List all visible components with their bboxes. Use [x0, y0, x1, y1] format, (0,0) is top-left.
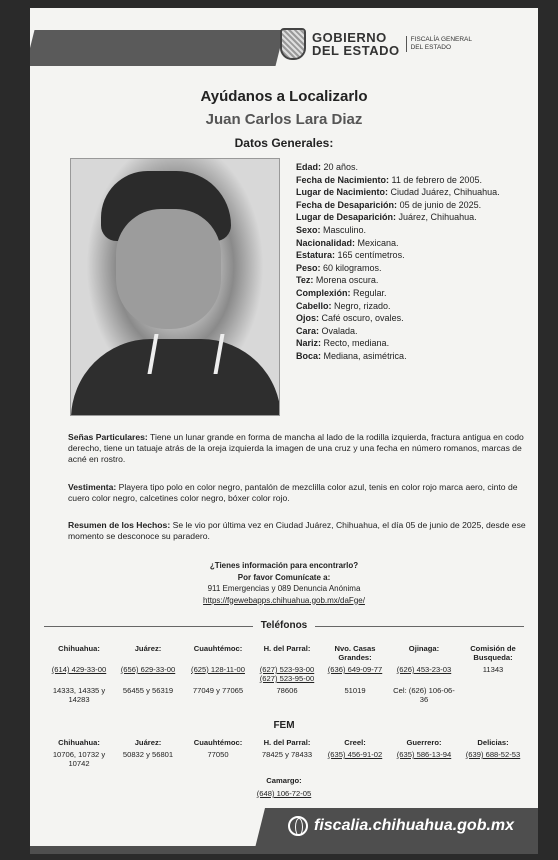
tel-phone[interactable]: (656) 629-33-00: [120, 665, 176, 674]
contact-url-link[interactable]: https://fgewebapps.chihuahua.gob.mx/daFge/: [203, 595, 365, 605]
tel-phone[interactable]: (626) 453-23-03: [396, 665, 452, 674]
tel-header: Cuauhtémoc:: [193, 644, 243, 653]
general-data-heading: Datos Generales:: [234, 136, 334, 150]
contact-question: ¿Tienes información para encontrarlo?: [209, 561, 359, 570]
fem-ext: 78425 y 78433: [261, 750, 313, 759]
fact-estatura: Estatura: 165 centímetros.: [296, 250, 405, 261]
tel-header: Juárez:: [134, 644, 162, 653]
fem-header: Creel:: [344, 738, 366, 747]
tel-phone[interactable]: (627) 523-93-00 (627) 523-95-00: [259, 665, 315, 683]
fiscalia-line2: DEL ESTADO: [410, 44, 452, 51]
camargo-label: Camargo:: [266, 776, 302, 785]
person-name: Juan Carlos Lara Diaz: [205, 111, 363, 128]
tel-ext: 77049 y 77065: [192, 686, 244, 695]
fem-phone[interactable]: (635) 586-13-94: [396, 750, 452, 759]
fiscalia-line1: FISCALÍA GENERAL: [410, 36, 473, 43]
fem-ext: 50832 y 56801: [122, 750, 174, 759]
senas-particulares: Señas Particulares: Tiene un lunar grande en forma de mancha al lado de la rodilla izquierda, fractura antigua en codo derecho, tiene un tatuaje atrás de la oreja izquierda la imagen de una cruz y una fecha en número romanos, marcas de acné en rostro.: [68, 432, 524, 464]
person-photo: [70, 158, 280, 416]
footer-url-block: [288, 816, 514, 836]
fem-ext: 77050: [207, 750, 229, 759]
gobierno-line2: DEL ESTADO: [312, 43, 400, 58]
vestimenta: Vestimenta: Playera tipo polo en color negro, pantalón de mezclilla color azul, tenis en color rojo marca aero, cinto de cuero color negro, calcetines color negro, bóxer color rojo.: [68, 482, 518, 503]
page-title: Ayúdanos a Localizarlo: [200, 88, 368, 105]
tel-ext: 14333, 14335 y 14283: [52, 686, 106, 704]
footer-url[interactable]: fiscalia.chihuahua.gob.mx: [314, 817, 515, 834]
tel-phone[interactable]: (636) 649-09-77: [327, 665, 383, 674]
fact-boca: Boca: Mediana, asimétrica.: [296, 350, 407, 361]
fact-nacionalidad: Nacionalidad: Mexicana.: [296, 237, 399, 248]
government-logo: [280, 28, 472, 60]
tel-phone: 11343: [482, 665, 504, 674]
fem-ext: 10706, 10732 y 10742: [52, 750, 106, 768]
telefonos-table: [44, 644, 528, 704]
tel-ext: 78606: [276, 686, 298, 695]
header-band: [30, 30, 284, 66]
fact-lugar-desaparicion: Lugar de Desaparición: Juárez, Chihuahua.: [296, 212, 477, 223]
tel-ext: Cel: (626) 106-06-36: [393, 686, 455, 704]
tel-header: Nvo. Casas Grandes:: [334, 644, 376, 662]
fem-header: H. del Parral:: [263, 738, 311, 747]
fact-sexo: Sexo: Masculino.: [296, 224, 367, 235]
contact-block: [30, 560, 538, 606]
tel-phone[interactable]: (614) 429-33-00: [51, 665, 107, 674]
tel-phone[interactable]: (625) 128-11-00: [191, 665, 245, 674]
fem-phone[interactable]: (635) 456-91-02: [327, 750, 383, 759]
fact-edad: Edad: 20 años.: [296, 162, 359, 172]
resumen-hechos: Resumen de los Hechos: Se le vio por última vez en Ciudad Juárez, Chihuahua, el día 05 de junio de 2025, desde ese momento se desconoce su paradero.: [68, 520, 526, 541]
tel-ext: 51019: [344, 686, 366, 695]
globe-icon: [288, 816, 308, 836]
fem-header: Chihuahua:: [58, 738, 100, 747]
gobierno-line1: GOBIERNO: [312, 30, 387, 45]
fem-header: Delicias:: [477, 738, 509, 747]
fem-phone[interactable]: (639) 688-52-53: [465, 750, 521, 759]
fem-header: Juárez:: [134, 738, 162, 747]
fact-cara: Cara: Ovalada.: [296, 325, 358, 336]
tel-header: H. del Parral:: [263, 644, 311, 653]
fact-peso: Peso: 60 kilogramos.: [296, 262, 382, 273]
tel-header: Ojinaga:: [408, 644, 440, 653]
tel-ext: [458, 686, 528, 704]
fact-complexion: Complexión: Regular.: [296, 287, 387, 298]
tel-ext: 56455 y 56319: [122, 686, 174, 695]
contact-lines: 911 Emergencias y 089 Denuncia Anónima: [207, 584, 361, 593]
fact-lugar-nacimiento: Lugar de Nacimiento: Ciudad Juárez, Chihuahua.: [296, 187, 500, 198]
camargo-phone[interactable]: (648) 106-72-05: [256, 789, 312, 798]
poster: [30, 8, 538, 854]
fact-fecha-nacimiento: Fecha de Nacimiento: 11 de febrero de 2005.: [296, 174, 482, 185]
camargo-block: [30, 776, 538, 798]
fem-heading: FEM: [273, 720, 295, 731]
fem-header: Guerrero:: [406, 738, 442, 747]
state-shield-icon: [280, 28, 306, 60]
fact-fecha-desaparicion: Fecha de Desaparición: 05 de junio de 2025.: [296, 199, 482, 210]
fact-ojos: Ojos: Café oscuro, ovales.: [296, 313, 404, 324]
tel-header: Comisión de Busqueda:: [470, 644, 516, 662]
telefonos-heading: Teléfonos: [30, 620, 538, 631]
facts-list: [296, 161, 532, 363]
contact-please: Por favor Comunícate a:: [237, 572, 331, 582]
fem-table: [44, 738, 528, 768]
fact-cabello: Cabello: Negro, rizado.: [296, 300, 391, 311]
fem-header: Cuauhtémoc:: [193, 738, 243, 747]
fact-tez: Tez: Morena oscura.: [296, 275, 379, 286]
fact-nariz: Nariz: Recto, mediana.: [296, 338, 390, 349]
tel-header: Chihuahua:: [58, 644, 100, 653]
